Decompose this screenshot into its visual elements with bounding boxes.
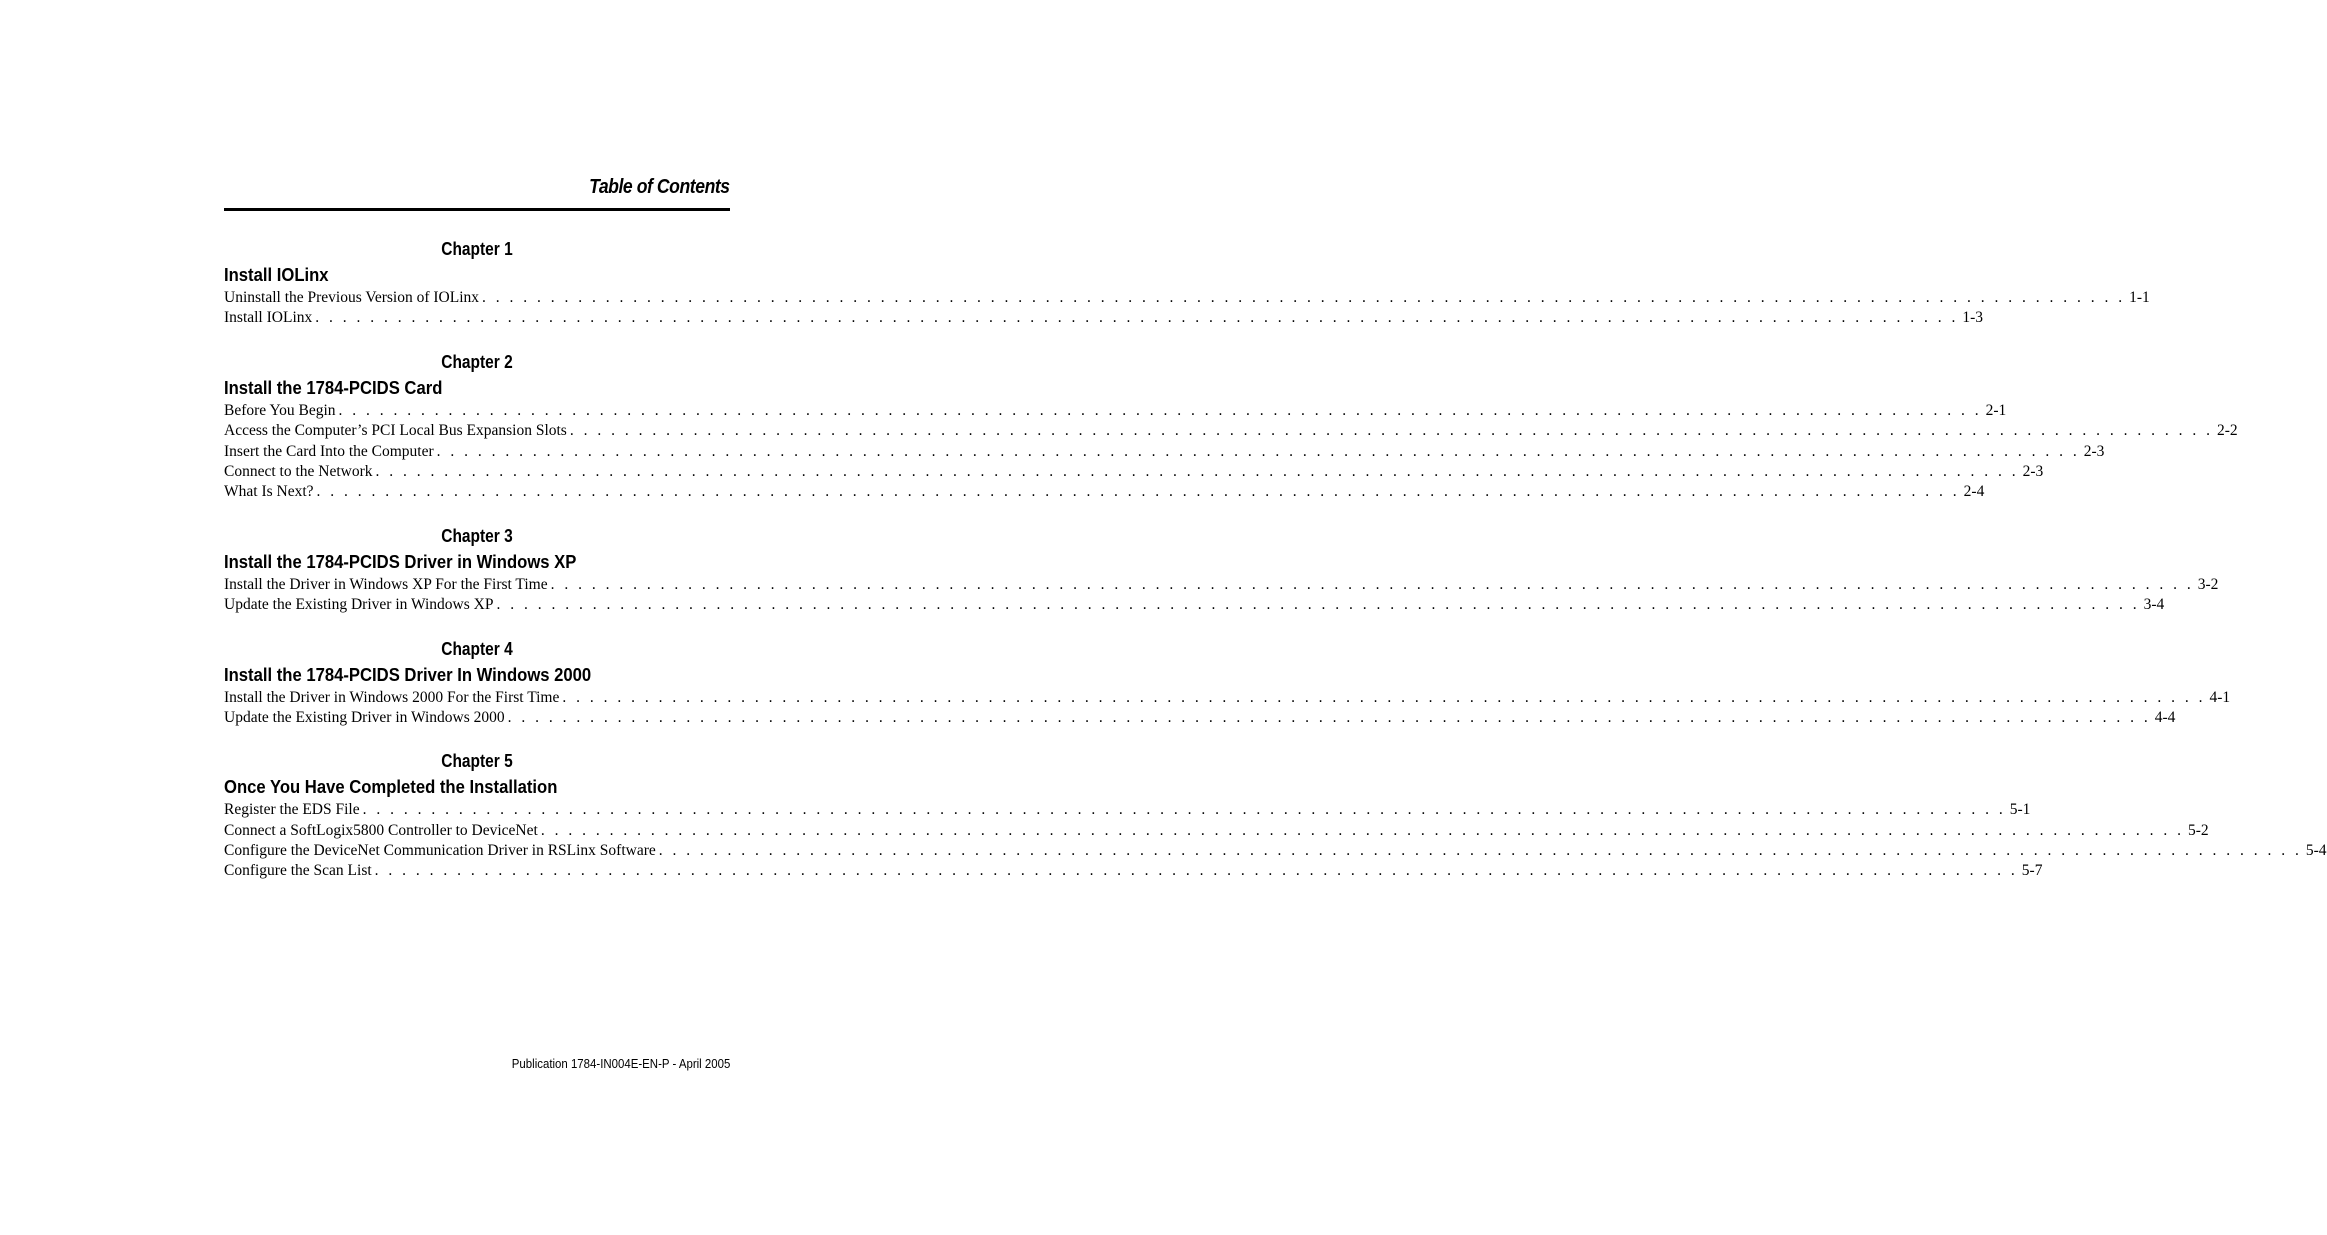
toc-entry-text: Register the EDS File	[224, 801, 360, 819]
chapter-number: Chapter 4	[441, 638, 513, 659]
toc-page-number: 5-1	[2009, 801, 2031, 819]
chapter-section	[224, 523, 2219, 616]
chapter-section	[224, 748, 2327, 882]
toc-page-number: 4-1	[2209, 688, 2231, 706]
toc-entry[interactable]	[224, 841, 2327, 861]
dot-leader: . . . . . . . . . . . . . . . . . . . . . . . . . . . . . . . . . . . . . . . . . . . . . . . . . . . . . . . . . . . . . . . . . . . . . . . . . . . . . . . . . . . . . . . . . . . . . . . . . . . . . . . . . . . . . . . . . . . . . . . .	[362, 801, 2006, 819]
chapter-section	[224, 636, 2231, 729]
chapter-title[interactable]: Install IOLinx	[224, 264, 329, 285]
dot-leader: . . . . . . . . . . . . . . . . . . . . . . . . . . . . . . . . . . . . . . . . . . . . . . . . . . . . . . . . . . . . . . . . . . . . . . . . . . . . . . . . . . . . . . . . . . . . . . . . . . . . . . . . . . . . . . . . . . . . . . . .	[316, 483, 1960, 501]
toc-entry[interactable]	[224, 442, 2105, 462]
dot-leader: . . . . . . . . . . . . . . . . . . . . . . . . . . . . . . . . . . . . . . . . . . . . . . . . . . . . . . . . . . . . . . . . . . . . . . . . . . . . . . . . . . . . . . . . . . . . . . . . . . . . . . . . . . . . . . . . . . . . . . . .	[338, 401, 1982, 419]
toc-page-number: 1-3	[1962, 309, 1984, 327]
dot-leader: . . . . . . . . . . . . . . . . . . . . . . . . . . . . . . . . . . . . . . . . . . . . . . . . . . . . . . . . . . . . . . . . . . . . . . . . . . . . . . . . . . . . . . . . . . . . . . . . . . . . . . . . . . . . . . . . . . . . . . . .	[540, 821, 2184, 839]
chapter-section	[224, 236, 2150, 329]
dot-leader: . . . . . . . . . . . . . . . . . . . . . . . . . . . . . . . . . . . . . . . . . . . . . . . . . . . . . . . . . . . . . . . . . . . . . . . . . . . . . . . . . . . . . . . . . . . . . . . . . . . . . . . . . . . . . . . . . . . . . . . .	[496, 596, 2140, 614]
toc-entry-text: Install the Driver in Windows 2000 For the First Time	[224, 688, 560, 706]
page-title: Table of Contents	[589, 176, 730, 198]
toc-entry-text: Insert the Card Into the Computer	[224, 442, 434, 460]
toc-entry-text: Uninstall the Previous Version of IOLinx	[224, 289, 480, 306]
toc-entry[interactable]	[224, 288, 2150, 308]
toc-entry-text: Before You Begin	[224, 401, 336, 419]
title-rule	[224, 208, 730, 211]
chapter-number: Chapter 1	[441, 239, 513, 259]
toc-entry[interactable]	[224, 462, 2044, 482]
publication-footer: Publication 1784-IN004E-EN-P - April 2005	[511, 1056, 730, 1071]
toc-page-number: 5-2	[2187, 821, 2209, 839]
dot-leader: . . . . . . . . . . . . . . . . . . . . . . . . . . . . . . . . . . . . . . . . . . . . . . . . . . . . . . . . . . . . . . . . . . . . . . . . . . . . . . . . . . . . . . . . . . . . . . . . . . . . . . . . . . . . . . . . . . . . . . . .	[562, 688, 2206, 706]
chapter-title[interactable]: Install the 1784-PCIDS Driver In Windows 2000	[224, 663, 592, 685]
toc-entry[interactable]	[224, 821, 2209, 841]
toc-entry-text: Update the Existing Driver in Windows 2000	[224, 708, 505, 726]
toc-page-number: 2-2	[2216, 422, 2238, 440]
toc-entry-text: Connect a SoftLogix5800 Controller to DeviceNet	[224, 821, 538, 839]
toc-entry-text: Connect to the Network	[224, 462, 373, 480]
dot-leader: . . . . . . . . . . . . . . . . . . . . . . . . . . . . . . . . . . . . . . . . . . . . . . . . . . . . . . . . . . . . . . . . . . . . . . . . . . . . . . . . . . . . . . . . . . . . . . . . . . . . . . . . . . . . . . . . . . . . . . . .	[315, 309, 1959, 327]
toc-page-number: 2-3	[2022, 462, 2044, 480]
chapter-number: Chapter 3	[441, 525, 513, 546]
chapter-title[interactable]: Install the 1784-PCIDS Driver in Windows XP	[224, 550, 577, 572]
toc-page-number: 2-3	[2083, 442, 2105, 460]
toc-entry-text: Access the Computer’s PCI Local Bus Expansion Slots	[224, 422, 567, 440]
toc-entry[interactable]	[224, 688, 2231, 708]
toc-page-number: 2-1	[1985, 401, 2007, 419]
toc-page-number: 1-1	[2129, 289, 2150, 306]
toc-entry[interactable]	[224, 421, 2238, 441]
toc-entry-text: Update the Existing Driver in Windows XP	[224, 596, 494, 614]
toc-entry[interactable]	[224, 401, 2007, 421]
toc-page-number: 5-7	[2021, 862, 2043, 880]
toc-entry[interactable]	[224, 482, 1985, 502]
toc-entry-text: Install IOLinx	[224, 309, 313, 327]
dot-leader: . . . . . . . . . . . . . . . . . . . . . . . . . . . . . . . . . . . . . . . . . . . . . . . . . . . . . . . . . . . . . . . . . . . . . . . . . . . . . . . . . . . . . . . . . . . . . . . . . . . . . . . . . . . . . . . . . . . . . . . .	[374, 862, 2018, 880]
toc-entry[interactable]	[224, 595, 2165, 615]
toc-entry[interactable]	[224, 800, 2031, 820]
dot-leader: . . . . . . . . . . . . . . . . . . . . . . . . . . . . . . . . . . . . . . . . . . . . . . . . . . . . . . . . . . . . . . . . . . . . . . . . . . . . . . . . . . . . . . . . . . . . . . . . . . . . . . . . . . . . . . . . . . . . . . . .	[375, 462, 2019, 480]
toc-page-number: 5-4	[2305, 842, 2327, 860]
chapter-title[interactable]: Once You Have Completed the Installation	[224, 776, 558, 798]
dot-leader: . . . . . . . . . . . . . . . . . . . . . . . . . . . . . . . . . . . . . . . . . . . . . . . . . . . . . . . . . . . . . . . . . . . . . . . . . . . . . . . . . . . . . . . . . . . . . . . . . . . . . . . . . . . . . . . . . . . . . . . .	[569, 422, 2213, 440]
toc-entry-text: Configure the DeviceNet Communication Driver in RSLinx Software	[224, 842, 656, 860]
toc-page-number: 2-4	[1963, 483, 1985, 501]
toc-entry[interactable]	[224, 708, 2176, 728]
chapter-number: Chapter 2	[441, 351, 513, 372]
toc-entry-text: Install the Driver in Windows XP For the First Time	[224, 575, 548, 593]
toc-page-number: 3-4	[2143, 596, 2165, 614]
chapter-number: Chapter 5	[441, 751, 513, 772]
dot-leader: . . . . . . . . . . . . . . . . . . . . . . . . . . . . . . . . . . . . . . . . . . . . . . . . . . . . . . . . . . . . . . . . . . . . . . . . . . . . . . . . . . . . . . . . . . . . . . . . . . . . . . . . . . . . . . . . . . . . . . . .	[436, 442, 2080, 460]
chapter-title[interactable]: Install the 1784-PCIDS Card	[224, 376, 443, 398]
toc-entry[interactable]	[224, 308, 1984, 328]
toc-page-number: 3-2	[2197, 575, 2219, 593]
toc-page-number: 4-4	[2154, 708, 2176, 726]
dot-leader: . . . . . . . . . . . . . . . . . . . . . . . . . . . . . . . . . . . . . . . . . . . . . . . . . . . . . . . . . . . . . . . . . . . . . . . . . . . . . . . . . . . . . . . . . . . . . . . . . . . . . . . . . . . . . . . . . . . . . . . .	[482, 289, 2126, 306]
toc-entry[interactable]	[224, 861, 2043, 881]
chapter-section	[224, 349, 2238, 503]
toc-entry-text: What Is Next?	[224, 483, 314, 501]
dot-leader: . . . . . . . . . . . . . . . . . . . . . . . . . . . . . . . . . . . . . . . . . . . . . . . . . . . . . . . . . . . . . . . . . . . . . . . . . . . . . . . . . . . . . . . . . . . . . . . . . . . . . . . . . . . . . . . . . . . . . . . .	[550, 575, 2194, 593]
dot-leader: . . . . . . . . . . . . . . . . . . . . . . . . . . . . . . . . . . . . . . . . . . . . . . . . . . . . . . . . . . . . . . . . . . . . . . . . . . . . . . . . . . . . . . . . . . . . . . . . . . . . . . . . . . . . . . . . . . . . . . . .	[658, 842, 2302, 860]
toc-entry[interactable]	[224, 575, 2219, 595]
chapter-list	[224, 236, 2327, 902]
dot-leader: . . . . . . . . . . . . . . . . . . . . . . . . . . . . . . . . . . . . . . . . . . . . . . . . . . . . . . . . . . . . . . . . . . . . . . . . . . . . . . . . . . . . . . . . . . . . . . . . . . . . . . . . . . . . . . . . . . . . . . . .	[507, 708, 2151, 726]
toc-entry-text: Configure the Scan List	[224, 862, 372, 880]
